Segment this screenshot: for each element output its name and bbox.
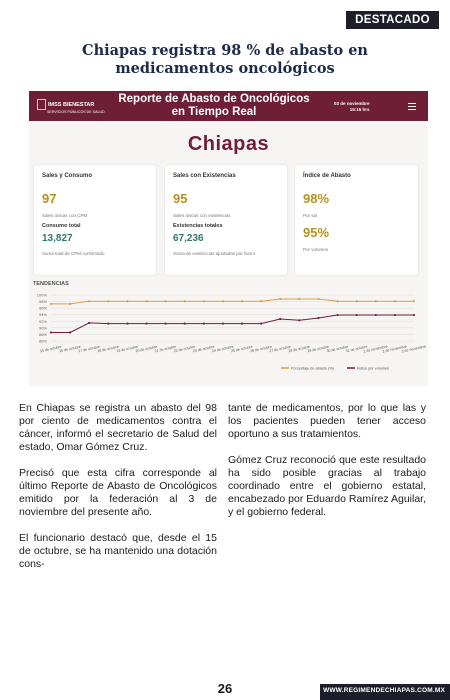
x-tick-label: 17 de octubre xyxy=(77,344,101,354)
x-tick-label: 20 de octubre xyxy=(135,344,158,354)
x-tick-label: 25 de octubre xyxy=(230,344,254,354)
data-point xyxy=(413,314,415,316)
data-point xyxy=(241,300,243,302)
card-title: Sales y Consumo xyxy=(42,173,93,179)
data-point xyxy=(317,317,319,319)
data-point xyxy=(241,322,243,324)
data-point xyxy=(336,314,338,316)
card-big-note: Sales únicas con CPM xyxy=(42,213,88,218)
card-label: Existencias totales xyxy=(173,223,223,229)
data-point xyxy=(413,300,415,302)
data-point xyxy=(394,314,396,316)
body-paragraph: En Chiapas se registra un abasto del 98 por ciento de medicamentos contra el cáncer, informó el secretario de Salud del estado, Omar Gómez Cruz. xyxy=(19,402,217,453)
trend-label: TENDENCIAS xyxy=(33,281,69,287)
body-column-1 xyxy=(19,402,217,584)
data-point xyxy=(69,331,71,333)
card-mid-note: Suma de existencias ajustadas por factor xyxy=(173,251,256,256)
data-point xyxy=(88,322,90,324)
card-mid-value: 67,236 xyxy=(173,233,204,244)
body-paragraph: El funcionario destacó que, desde el 15 de octubre, se ha mantenido una dotación cons- xyxy=(19,532,217,570)
data-point xyxy=(145,300,147,302)
x-tick-label: 27 de octubre xyxy=(268,344,292,354)
card-big-note: Por sal xyxy=(303,213,318,218)
data-point xyxy=(317,298,319,300)
data-point xyxy=(126,322,128,324)
data-point xyxy=(203,322,205,324)
report-header xyxy=(29,91,428,121)
data-point xyxy=(165,300,167,302)
data-point xyxy=(222,322,224,324)
y-tick-label: 96% xyxy=(38,305,47,311)
data-point xyxy=(107,322,109,324)
logo-subtext: SERVICIOS PÚBLICOS DE SALUD xyxy=(47,110,105,114)
card-title: Índice de Abasto xyxy=(303,173,351,179)
trend-chart xyxy=(29,289,428,384)
report-date: 03 de noviembre xyxy=(334,101,370,106)
y-tick-label: 94% xyxy=(38,312,47,318)
logo-text: IMSS BIENESTAR xyxy=(48,101,95,108)
body-column-2 xyxy=(228,402,426,532)
data-point xyxy=(107,300,109,302)
data-point xyxy=(260,300,262,302)
data-point xyxy=(356,300,358,302)
hamburger-menu-icon[interactable] xyxy=(408,103,416,112)
body-paragraph: Gómez Cruz reconoció que este resultado ha sido posible gracias al trabajo coordinado entre el gobierno estatal, encabezado por Eduardo Ramírez Aguilar, y el gobierno federal. xyxy=(228,454,426,518)
x-tick-label: 23 de octubre xyxy=(192,344,215,354)
data-point xyxy=(184,300,186,302)
card-mid-note: Suma total de CPM confirmado xyxy=(42,251,105,256)
card-big-value: 95 xyxy=(173,191,188,206)
card-sales-existencias xyxy=(165,165,287,275)
y-tick-label: 90% xyxy=(38,325,47,331)
footer-url[interactable]: WWW.REGIMENDECHIAPAS.COM.MX xyxy=(323,687,445,694)
x-tick-label: 18 de octubre xyxy=(96,344,120,354)
report-title: Reporte de Abasto de Oncológicos en Tiempo Real xyxy=(118,93,310,118)
x-tick-label: 30 de octubre xyxy=(326,344,349,354)
card-indice-abasto xyxy=(295,165,418,275)
data-point xyxy=(394,300,396,302)
body-paragraph: Precisó que esta cifra corresponde al último Reporte de Abasto de Oncológicos emitido por la federación al 3 de noviembre del presente año. xyxy=(19,467,217,518)
x-tick-label: 21 de octubre xyxy=(154,344,177,354)
article-headline: Chiapas registra 98 % de abasto en medicamentos oncológicos xyxy=(82,42,368,77)
report-timestamp xyxy=(334,101,370,112)
y-tick-label: 98% xyxy=(38,299,47,305)
x-tick-label: 15 de octubre xyxy=(39,344,62,354)
x-tick-label: 2 de noviembre xyxy=(382,344,408,354)
series-line xyxy=(51,299,414,304)
data-point xyxy=(88,300,90,302)
x-tick-label: 24 de octubre xyxy=(211,344,234,354)
data-point xyxy=(145,322,147,324)
card-second-note: Por volumen xyxy=(303,247,329,252)
y-tick-label: 100% xyxy=(36,292,47,298)
legend-label: Índice por volumen xyxy=(357,366,390,371)
imss-logo xyxy=(37,99,105,115)
data-point xyxy=(375,314,377,316)
data-point xyxy=(50,331,52,333)
card-big-value: 98% xyxy=(303,191,330,206)
data-point xyxy=(260,322,262,324)
data-point xyxy=(50,303,52,305)
data-point xyxy=(298,319,300,321)
logo-mark-icon xyxy=(37,99,46,110)
data-point xyxy=(356,314,358,316)
legend-label: Porcentaje de abasto (%) xyxy=(291,366,334,371)
x-tick-label: 22 de octubre xyxy=(173,344,196,354)
report-time: 15:15 hrs xyxy=(349,106,370,112)
data-point xyxy=(375,300,377,302)
card-label: Consumo total xyxy=(42,223,81,229)
y-tick-label: 88% xyxy=(38,331,47,337)
data-point xyxy=(298,298,300,300)
x-tick-label: 19 de octubre xyxy=(116,344,139,354)
data-point xyxy=(184,322,186,324)
state-title: Chiapas xyxy=(187,133,270,155)
data-point xyxy=(69,303,71,305)
page-number: 26 xyxy=(217,681,233,696)
data-point xyxy=(222,300,224,302)
report-screenshot xyxy=(29,91,428,386)
card-big-note: Sales únicas con existencias xyxy=(173,213,231,218)
card-sales-consumo xyxy=(34,165,156,275)
x-tick-label: 1 de noviembre xyxy=(363,344,389,354)
card-second-value: 95% xyxy=(303,225,330,240)
x-tick-label: 26 de octubre xyxy=(249,344,273,354)
series-line xyxy=(51,315,414,332)
y-tick-label: 86% xyxy=(38,338,47,344)
x-tick-label: 31 de octubre xyxy=(345,344,368,354)
data-point xyxy=(165,322,167,324)
x-tick-label: 28 de octubre xyxy=(287,344,311,354)
x-tick-label: 3 de noviembre xyxy=(401,344,427,354)
y-tick-label: 92% xyxy=(38,318,47,324)
data-point xyxy=(126,300,128,302)
card-mid-value: 13,827 xyxy=(42,233,73,244)
data-point xyxy=(203,300,205,302)
x-tick-label: 29 de octubre xyxy=(307,344,330,354)
card-title: Sales con Existencias xyxy=(173,173,236,179)
data-point xyxy=(336,300,338,302)
body-paragraph: tante de medicamentos, por lo que las y los pacientes pueden tener acceso oportuno a sus tratamientos. xyxy=(228,402,426,440)
card-big-value: 97 xyxy=(42,191,57,206)
data-point xyxy=(279,318,281,320)
data-point xyxy=(279,298,281,300)
section-tag: DESTACADO xyxy=(346,11,439,29)
x-tick-label: 16 de octubre xyxy=(58,344,82,354)
